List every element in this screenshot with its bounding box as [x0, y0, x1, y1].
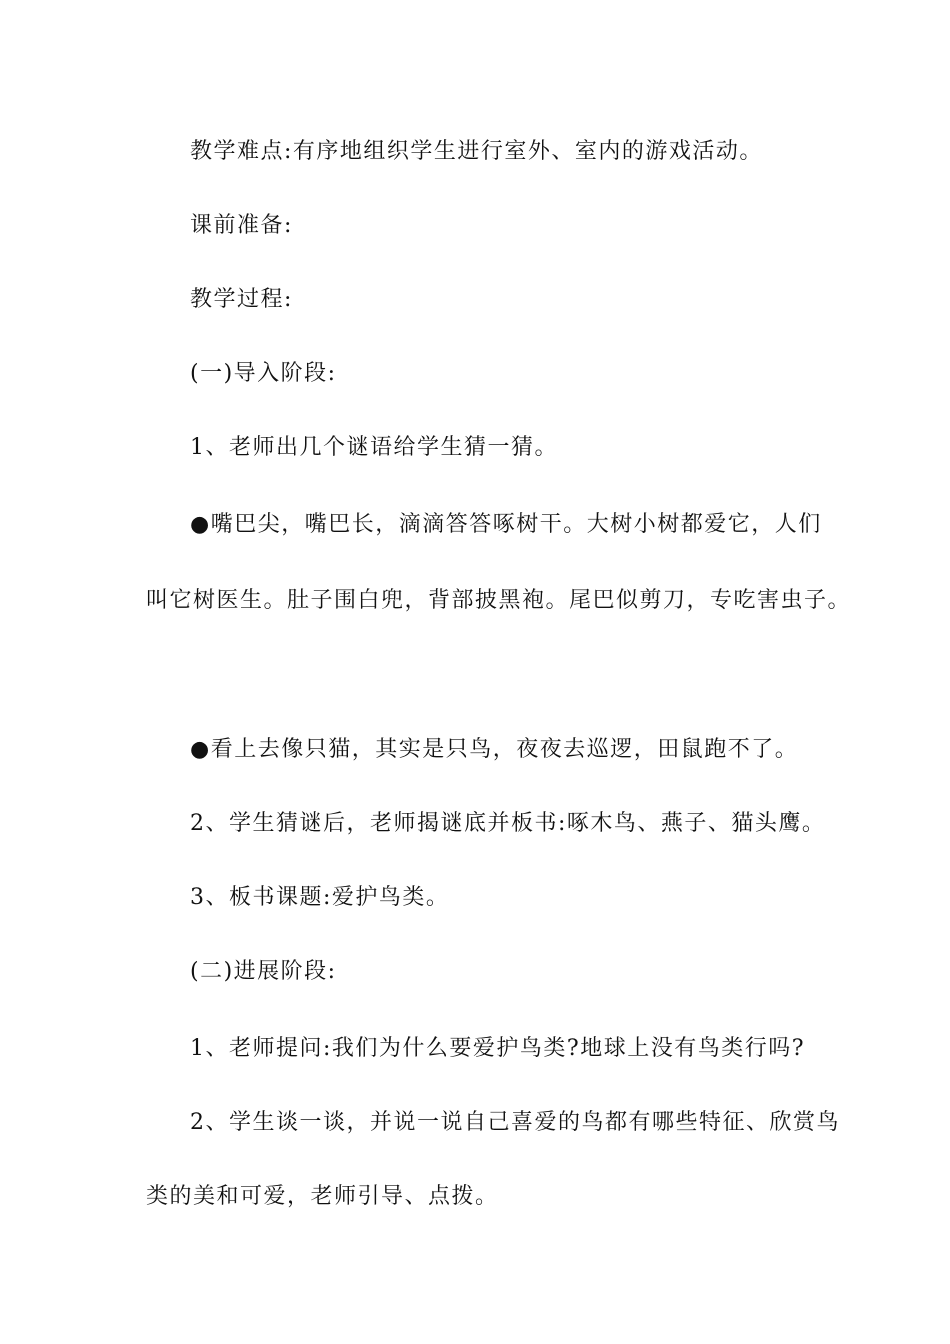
section-two-heading: (二)进展阶段: [190, 959, 337, 984]
teaching-difficulty-line: 教学难点:有序地组织学生进行室外、室内的游戏活动。 [190, 139, 763, 164]
discussion-line-2: 类的美和可爱，老师引导、点拨。 [146, 1184, 499, 1209]
step-two-line: 2、学生猜谜后，老师揭谜底并板书:啄木鸟、燕子、猫头鹰。 [190, 811, 826, 836]
process-heading: 教学过程: [190, 287, 293, 312]
discussion-line-1: 2、学生谈一谈，并说一说自己喜爱的鸟都有哪些特征、欣赏鸟 [190, 1110, 840, 1135]
step-one-line: 1、老师出几个谜语给学生猜一猜。 [190, 435, 558, 460]
question-line: 1、老师提问:我们为什么要爱护鸟类?地球上没有鸟类行吗? [190, 1036, 806, 1061]
riddle-one-line-2: 叫它树医生。肚子围白兜，背部披黑袍。尾巴似剪刀，专吃害虫子。 [146, 588, 852, 613]
section-one-heading: (一)导入阶段: [190, 361, 337, 386]
riddle-one-line-1: ●嘴巴尖，嘴巴长，滴滴答答啄树干。大树小树都爱它，人们 [190, 512, 822, 537]
preparation-heading: 课前准备: [190, 213, 293, 238]
riddle-two-line: ●看上去像只猫，其实是只鸟，夜夜去巡逻，田鼠跑不了。 [190, 737, 799, 762]
step-three-line: 3、板书课题:爱护鸟类。 [190, 885, 450, 910]
